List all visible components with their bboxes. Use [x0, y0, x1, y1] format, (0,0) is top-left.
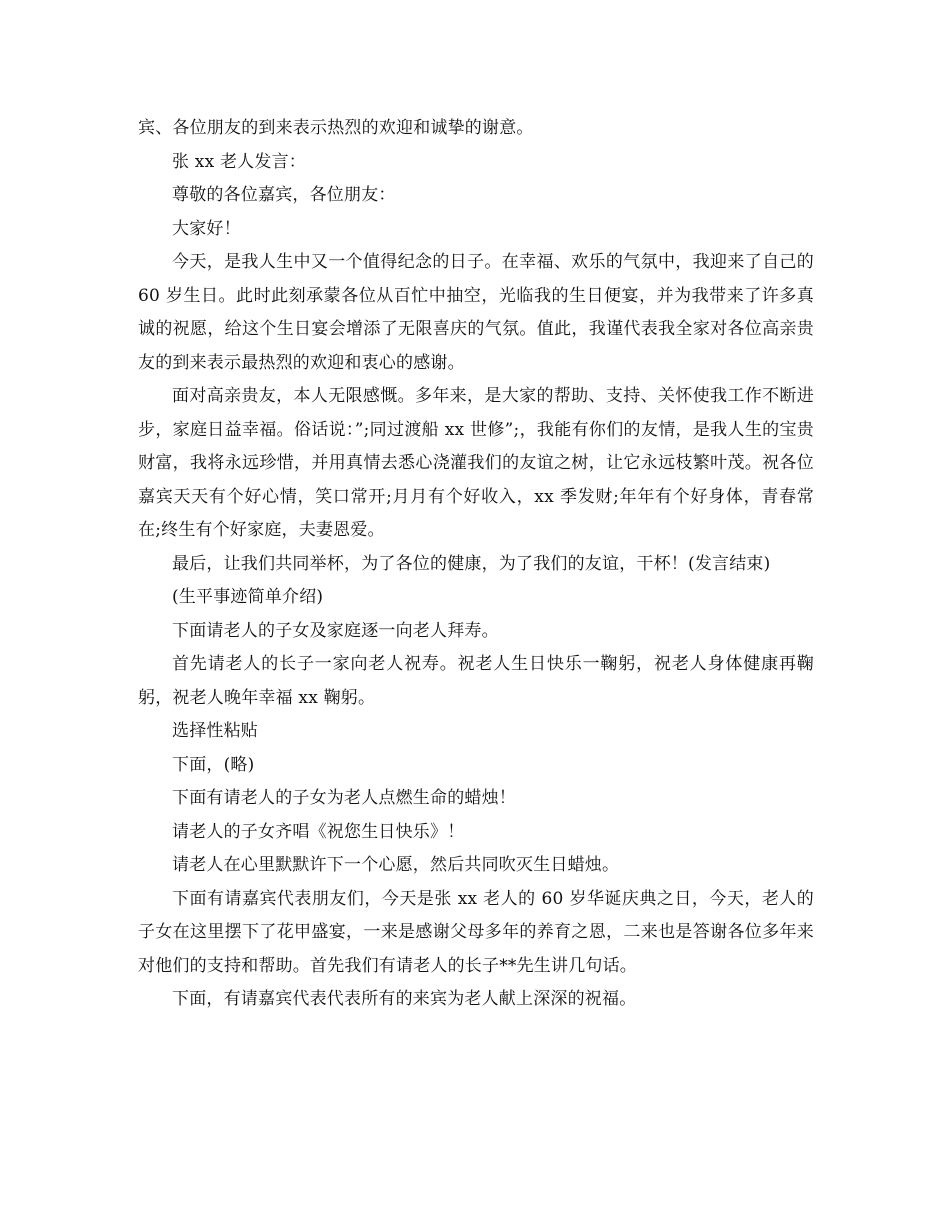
paragraph-8: (生平事迹简单介绍) [172, 587, 324, 607]
paragraph-6: 面对高亲贵友，本人无限感慨。多年来，是大家的帮助、支持、关怀使我工作不断进步，家庭日益幸福。俗话说：”;同过渡船 xx 世修”;，我能有你们的友情，是我人生的宝贵财富，我将永远珍惜，并用真情去悉心浇灌我们的友谊之树，让它永远枝繁叶茂。祝各位嘉宾天天有个好心情，笑口常开;月月有个好收入，xx 季发财;年年有个好身体，青春常在;终生有个好家庭，夫妻恩爱。 [138, 386, 814, 540]
paragraph-13: 下面有请老人的子女为老人点燃生命的蜡烛！ [172, 788, 516, 808]
paragraph-12: 下面，(略) [172, 754, 255, 775]
paragraph-11: 选择性粘贴 [172, 721, 258, 741]
paragraph-10: 首先请老人的长子一家向老人祝寿。祝老人生日快乐一鞠躬，祝老人身体健康再鞠躬，祝老人晚年幸福 xx 鞠躬。 [138, 654, 814, 708]
paragraph-4: 大家好！ [172, 218, 241, 239]
document-body [138, 112, 814, 1017]
paragraph-15: 请老人在心里默默许下一个心愿，然后共同吹灭生日蜡烛。 [172, 855, 620, 875]
paragraph-7: 最后，让我们共同举杯，为了各位的健康，为了我们的友谊，干杯！(发言结束) [172, 553, 771, 574]
paragraph-1: 宾、各位朋友的到来表示热烈的欢迎和诚挚的谢意。 [138, 118, 534, 138]
paragraph-9: 下面请老人的子女及家庭逐一向老人拜寿。 [172, 620, 499, 641]
paragraph-16: 下面有请嘉宾代表朋友们，今天是张 xx 老人的 60 岁华诞庆典之日，今天，老人的子女在这里摆下了花甲盛宴，一来是感谢父母多年的养育之恩，二来也是答谢各位多年来对他们的支持和帮助。首先我们有请老人的长子**先生讲几句话。 [138, 888, 814, 976]
paragraph-14: 请老人的子女齐唱《祝您生日快乐》！ [172, 821, 465, 842]
paragraph-3: 尊敬的各位嘉宾，各位朋友： [172, 185, 396, 205]
paragraph-2: 张 xx 老人发言： [172, 151, 306, 172]
paragraph-5: 今天，是我人生中又一个值得纪念的日子。在幸福、欢乐的气氛中，我迎来了自己的 60 岁生日。此时此刻承蒙各位从百忙中抽空，光临我的生日便宴，并为我带来了许多真诚的祝愿，给这个生日宴会增添了无限喜庆的气氛。值此，我谨代表我全家对各位高亲贵友的到来表示最热烈的欢迎和衷心的感谢。 [138, 252, 814, 373]
paragraph-17: 下面，有请嘉宾代表代表所有的来宾为老人献上深深的祝福。 [172, 989, 637, 1009]
